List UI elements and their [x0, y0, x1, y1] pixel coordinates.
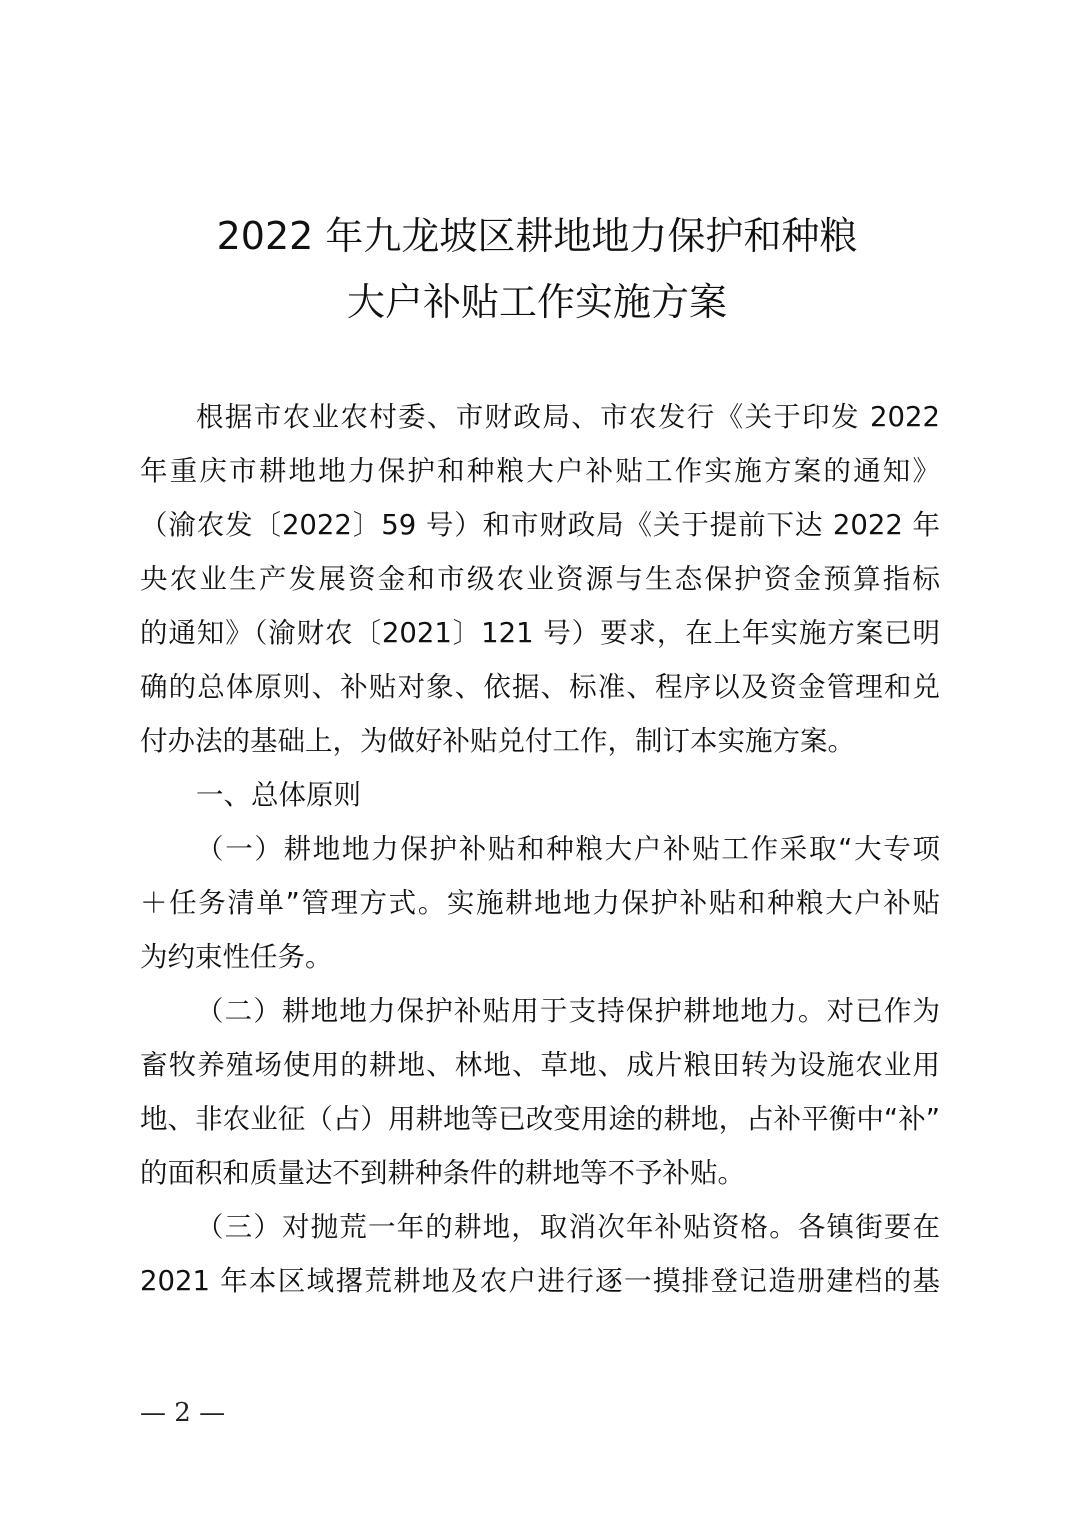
section-heading: 一、总体原则	[196, 779, 361, 811]
body-line: 畜牧养殖场使用的耕地、林地、草地、成片粮田转为设施农业用	[140, 1049, 940, 1081]
document-body	[140, 390, 940, 1308]
document-title-line-2: 大户补贴工作实施方案	[346, 280, 727, 324]
document-title-line-1: 2022 年九龙坡区耕地地力保护和种粮	[216, 214, 858, 258]
body-line: （渝农发〔2022〕59 号）和市财政局《关于提前下达 2022 年	[140, 509, 940, 541]
body-line: 地、非农业征（占）用耕地等已改变用途的耕地，占补平衡中“补”	[140, 1103, 940, 1135]
page-number: — 2 —	[140, 1398, 226, 1428]
body-line: 央农业生产发展资金和市级农业资源与生态保护资金预算指标	[140, 563, 940, 595]
body-line: ＋任务清单”管理方式。实施耕地地力保护补贴和种粮大户补贴	[140, 887, 940, 919]
body-line: 的面积和质量达不到耕种条件的耕地等不予补贴。	[140, 1157, 745, 1189]
body-line: 根据市农业农村委、市财政局、市农发行《关于印发 2022	[196, 401, 940, 433]
body-line: （三）对抛荒一年的耕地，取消次年补贴资格。各镇街要在	[196, 1211, 940, 1243]
body-line: 确的总体原则、补贴对象、依据、标准、程序以及资金管理和兑	[140, 671, 940, 703]
body-line: （二）耕地地力保护补贴用于支持保护耕地地力。对已作为	[196, 995, 940, 1027]
body-line: 付办法的基础上，为做好补贴兑付工作，制订本实施方案。	[140, 725, 855, 757]
body-line: 年重庆市耕地地力保护和种粮大户补贴工作实施方案的通知》	[140, 455, 940, 487]
body-line: 为约束性任务。	[140, 941, 333, 973]
body-line: 的通知》（渝财农〔2021〕121 号）要求，在上年实施方案已明	[140, 617, 940, 649]
body-line: 2021 年本区域撂荒耕地及农户进行逐一摸排登记造册建档的基	[140, 1265, 940, 1297]
body-line: （一）耕地地力保护补贴和种粮大户补贴工作采取“大专项	[196, 833, 940, 865]
